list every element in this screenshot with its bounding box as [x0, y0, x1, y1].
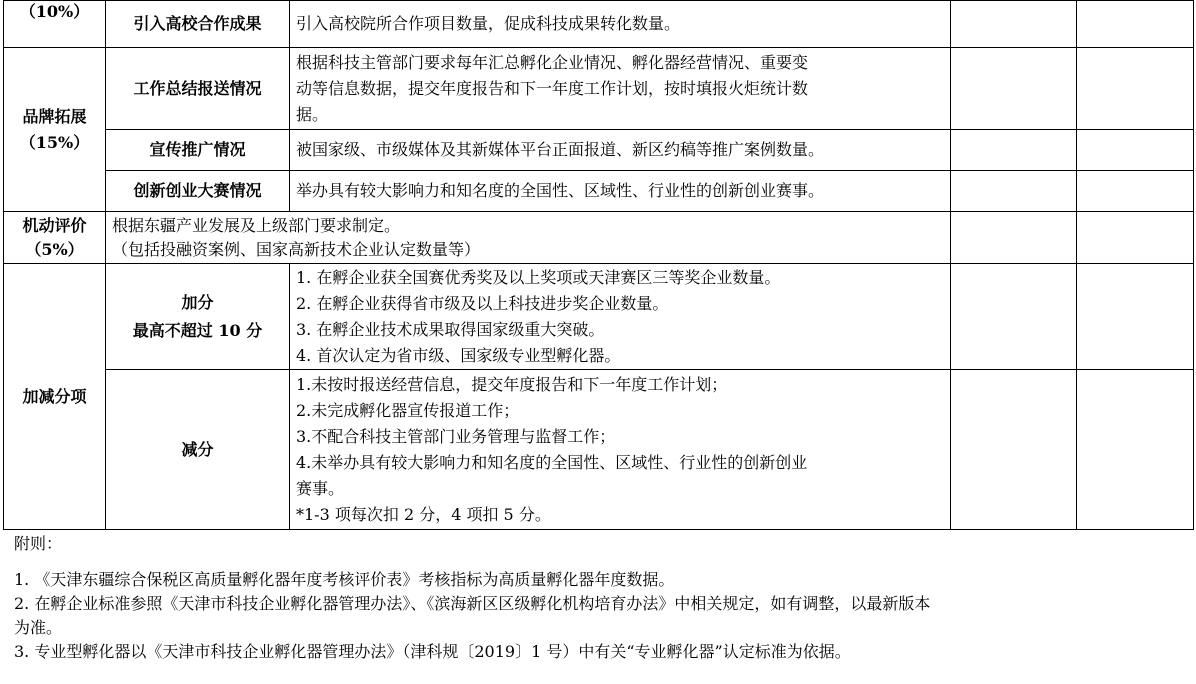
list-item: *1-3 项每次扣 2 分，4 项扣 5 分。 — [296, 504, 551, 524]
category-weight: （10%） — [4, 1, 106, 48]
note-item: 为准。 — [14, 618, 63, 637]
score-cell — [951, 264, 1077, 370]
notes-list — [14, 568, 1189, 664]
remark-cell — [1077, 1, 1194, 48]
table-row — [4, 1, 1194, 48]
remark-cell — [1077, 264, 1194, 370]
desc-line: 根据东疆产业发展及上级部门要求制定。 — [112, 215, 401, 235]
category-weight: （5%） — [25, 239, 84, 259]
note-item: 3. 专业型孵化器以《天津市科技企业孵化器管理办法》（津科规〔2019〕1 号）中有关“专业孵化器”认定标准为依据。 — [14, 642, 851, 661]
item-label: 创新创业大赛情况 — [106, 171, 290, 212]
item-description — [106, 212, 951, 264]
desc-line: 动等信息数据，提交年度报告和下一年度工作计划，按时填报火炬统计数 — [296, 78, 809, 98]
category-cell — [4, 212, 106, 264]
note-item: 1. 《天津东疆综合保税区高质量孵化器年度考核评价表》考核指标为高质量孵化器年度数据。 — [14, 570, 675, 589]
item-label: 宣传推广情况 — [106, 130, 290, 171]
item-description: 被国家级、市级媒体及其新媒体平台正面报道、新区约稿等推广案例数量。 — [290, 130, 951, 171]
list-item: 1. 在孵企业获全国赛优秀奖及以上奖项或天津赛区三等奖企业数量。 — [296, 267, 781, 287]
table-row — [4, 48, 1194, 130]
table-row — [4, 171, 1194, 212]
list-item: 2.未完成孵化器宣传报道工作； — [296, 400, 520, 420]
item-description — [290, 48, 951, 130]
item-label: 工作总结报送情况 — [106, 48, 290, 130]
category-weight: （15%） — [19, 132, 90, 152]
category-cell — [4, 48, 106, 212]
item-label: 引入高校合作成果 — [106, 1, 290, 48]
note-item: 2. 在孵企业标准参照《天津市科技企业孵化器管理办法》、《滨海新区区级孵化机构培育办法》中相关规定，如有调整，以最新版本 — [14, 594, 931, 613]
remark-cell — [1077, 212, 1194, 264]
plus-subtitle: 最高不超过 10 分 — [132, 320, 263, 340]
item-description: 举办具有较大影响力和知名度的全国性、区域性、行业性的创新创业赛事。 — [290, 171, 951, 212]
notes-title: 附则： — [14, 534, 63, 553]
list-item: 3.不配合科技主管部门业务管理与监督工作； — [296, 426, 616, 446]
table-row — [4, 130, 1194, 171]
score-cell — [951, 130, 1077, 171]
score-cell — [951, 370, 1077, 530]
remark-cell — [1077, 48, 1194, 130]
plus-title: 加分 — [181, 292, 214, 312]
category-label: 加减分项 — [4, 264, 106, 530]
list-item: 1.未按时报送经营信息，提交年度报告和下一年度工作计划； — [296, 374, 728, 394]
list-item: 2. 在孵企业获得省市级及以上科技进步奖企业数量。 — [296, 293, 669, 313]
minus-title: 减分 — [106, 370, 290, 530]
table-row — [4, 370, 1194, 530]
remark-cell — [1077, 171, 1194, 212]
plus-cell — [106, 264, 290, 370]
list-item: 4. 首次认定为省市级、国家级专业型孵化器。 — [296, 345, 621, 365]
minus-list — [290, 370, 951, 530]
remark-cell — [1077, 370, 1194, 530]
list-item: 赛事。 — [296, 478, 345, 498]
score-cell — [951, 171, 1077, 212]
plus-list — [290, 264, 951, 370]
desc-line: 根据科技主管部门要求每年汇总孵化企业情况、孵化器经营情况、重要变 — [296, 52, 809, 72]
item-description: 引入高校院所合作项目数量，促成科技成果转化数量。 — [290, 1, 951, 48]
category-label: 机动评价 — [22, 215, 87, 235]
score-cell — [951, 1, 1077, 48]
table-row — [4, 212, 1194, 264]
list-item: 4.未举办具有较大影响力和知名度的全国性、区域性、行业性的创新创业 — [296, 452, 808, 472]
evaluation-table — [3, 0, 1194, 530]
score-cell — [951, 212, 1077, 264]
score-cell — [951, 48, 1077, 130]
category-label: 品牌拓展 — [22, 106, 87, 126]
desc-line: （包括投融资案例、国家高新技术企业认定数量等） — [112, 239, 481, 259]
remark-cell — [1077, 130, 1194, 171]
table-row — [4, 264, 1194, 370]
list-item: 3. 在孵企业技术成果取得国家级重大突破。 — [296, 319, 605, 339]
desc-line: 据。 — [296, 104, 329, 124]
